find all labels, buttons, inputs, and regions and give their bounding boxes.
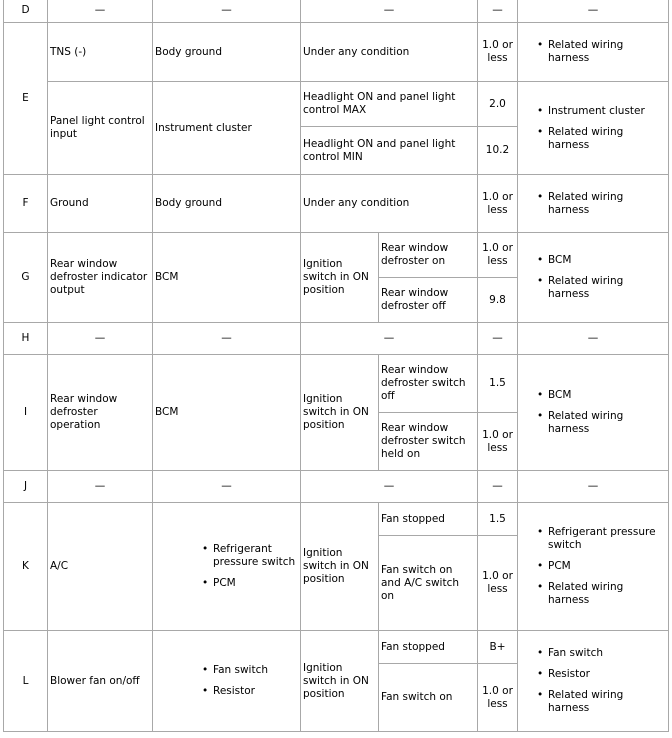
parts-list — [520, 389, 666, 436]
list-item: • Instrument cluster — [548, 105, 666, 118]
condition-cell: Ignition switch in ON position — [301, 355, 379, 471]
parts-list — [520, 105, 666, 152]
value-cell: 1.5 — [478, 355, 518, 413]
value-cell: 1.5 — [478, 503, 518, 536]
terminal-cell: E — [4, 23, 48, 175]
parts-cell — [518, 503, 669, 631]
table-row-h — [4, 323, 669, 355]
parts-cell — [518, 23, 669, 82]
list-item: • Related wiring harness — [548, 689, 666, 715]
sub-condition-cell: Rear window defroster on — [379, 233, 478, 278]
terminal-cell: F — [4, 175, 48, 233]
table-row-f — [4, 175, 669, 233]
list-item: • BCM — [548, 389, 666, 402]
parts-cell — [518, 82, 669, 175]
dash-cell: — — [478, 323, 518, 355]
dash-cell: — — [518, 0, 669, 23]
list-item: • Related wiring harness — [548, 191, 666, 217]
connection-cell — [153, 503, 301, 631]
connection-list — [155, 664, 298, 698]
condition-cell: Under any condition — [301, 175, 478, 233]
dash-cell: — — [301, 471, 478, 503]
connection-cell: Body ground — [153, 23, 301, 82]
parts-list — [520, 254, 666, 301]
list-item: • Related wiring harness — [548, 126, 666, 152]
sub-condition-cell: Rear window defroster switch off — [379, 355, 478, 413]
parts-list — [520, 526, 666, 607]
signal-cell: Ground — [48, 175, 153, 233]
list-item: • Related wiring harness — [548, 39, 666, 65]
dash-cell: — — [48, 323, 153, 355]
dash-cell: — — [153, 471, 301, 503]
signal-cell: Rear window defroster operation — [48, 355, 153, 471]
list-item: • Fan switch — [548, 647, 666, 660]
parts-cell — [518, 631, 669, 732]
terminal-cell: H — [4, 323, 48, 355]
list-item: • PCM — [548, 560, 666, 573]
terminal-cell: I — [4, 355, 48, 471]
table-row-e-tns — [4, 23, 669, 82]
list-item: • Refrigerant pressure switch — [213, 543, 298, 569]
dash-cell: — — [48, 0, 153, 23]
sub-condition-cell: Rear window defroster off — [379, 278, 478, 323]
parts-list — [520, 39, 666, 65]
value-cell: 1.0 or less — [478, 536, 518, 631]
list-item: • Related wiring harness — [548, 275, 666, 301]
sub-condition-cell: Rear window defroster switch held on — [379, 413, 478, 471]
terminal-cell: K — [4, 503, 48, 631]
table-row-j — [4, 471, 669, 503]
connection-cell — [153, 631, 301, 732]
condition-cell: Headlight ON and panel light control MAX — [301, 82, 478, 127]
list-item: • PCM — [213, 577, 298, 590]
value-cell: 1.0 or less — [478, 175, 518, 233]
table-row-k-stopped — [4, 503, 669, 536]
parts-cell — [518, 175, 669, 233]
list-item: • BCM — [548, 254, 666, 267]
dash-cell: — — [153, 0, 301, 23]
value-cell: 9.8 — [478, 278, 518, 323]
signal-cell: A/C — [48, 503, 153, 631]
signal-cell: Rear window defroster indicator output — [48, 233, 153, 323]
terminal-cell: D — [4, 0, 48, 23]
dash-cell: — — [153, 323, 301, 355]
table-row-g-on — [4, 233, 669, 278]
value-cell: 1.0 or less — [478, 664, 518, 732]
condition-cell: Under any condition — [301, 23, 478, 82]
table-row-e-panel-max — [4, 82, 669, 127]
parts-list — [520, 191, 666, 217]
condition-cell: Ignition switch in ON position — [301, 631, 379, 732]
value-cell: B+ — [478, 631, 518, 664]
parts-list — [520, 647, 666, 715]
connection-cell: Body ground — [153, 175, 301, 233]
condition-cell: Ignition switch in ON position — [301, 233, 379, 323]
list-item: • Fan switch — [213, 664, 298, 677]
connection-cell: BCM — [153, 355, 301, 471]
dash-cell: — — [478, 0, 518, 23]
signal-cell: TNS (-) — [48, 23, 153, 82]
value-cell: 2.0 — [478, 82, 518, 127]
sub-condition-cell: Fan switch on and A/C switch on — [379, 536, 478, 631]
terminal-cell: L — [4, 631, 48, 732]
dash-cell: — — [301, 323, 478, 355]
connection-cell: Instrument cluster — [153, 82, 301, 175]
terminal-cell: J — [4, 471, 48, 503]
list-item: • Related wiring harness — [548, 581, 666, 607]
parts-cell — [518, 233, 669, 323]
dash-cell: — — [518, 323, 669, 355]
terminal-spec-table — [3, 0, 669, 732]
signal-cell: Blower fan on/off — [48, 631, 153, 732]
dash-cell: — — [478, 471, 518, 503]
connection-list — [155, 543, 298, 590]
value-cell: 10.2 — [478, 127, 518, 175]
condition-cell: Ignition switch in ON position — [301, 503, 379, 631]
list-item: • Resistor — [213, 685, 298, 698]
dash-cell: — — [48, 471, 153, 503]
sub-condition-cell: Fan stopped — [379, 631, 478, 664]
signal-cell: Panel light control input — [48, 82, 153, 175]
list-item: • Related wiring harness — [548, 410, 666, 436]
table-row-l-stopped — [4, 631, 669, 664]
value-cell: 1.0 or less — [478, 413, 518, 471]
list-item: • Refrigerant pressure switch — [548, 526, 666, 552]
table-row-i-off — [4, 355, 669, 413]
sub-condition-cell: Fan switch on — [379, 664, 478, 732]
condition-cell: Headlight ON and panel light control MIN — [301, 127, 478, 175]
value-cell: 1.0 or less — [478, 233, 518, 278]
dash-cell: — — [518, 471, 669, 503]
list-item: • Resistor — [548, 668, 666, 681]
terminal-cell: G — [4, 233, 48, 323]
value-cell: 1.0 or less — [478, 23, 518, 82]
sub-condition-cell: Fan stopped — [379, 503, 478, 536]
parts-cell — [518, 355, 669, 471]
dash-cell: — — [301, 0, 478, 23]
table-row-d — [4, 0, 669, 23]
connection-cell: BCM — [153, 233, 301, 323]
